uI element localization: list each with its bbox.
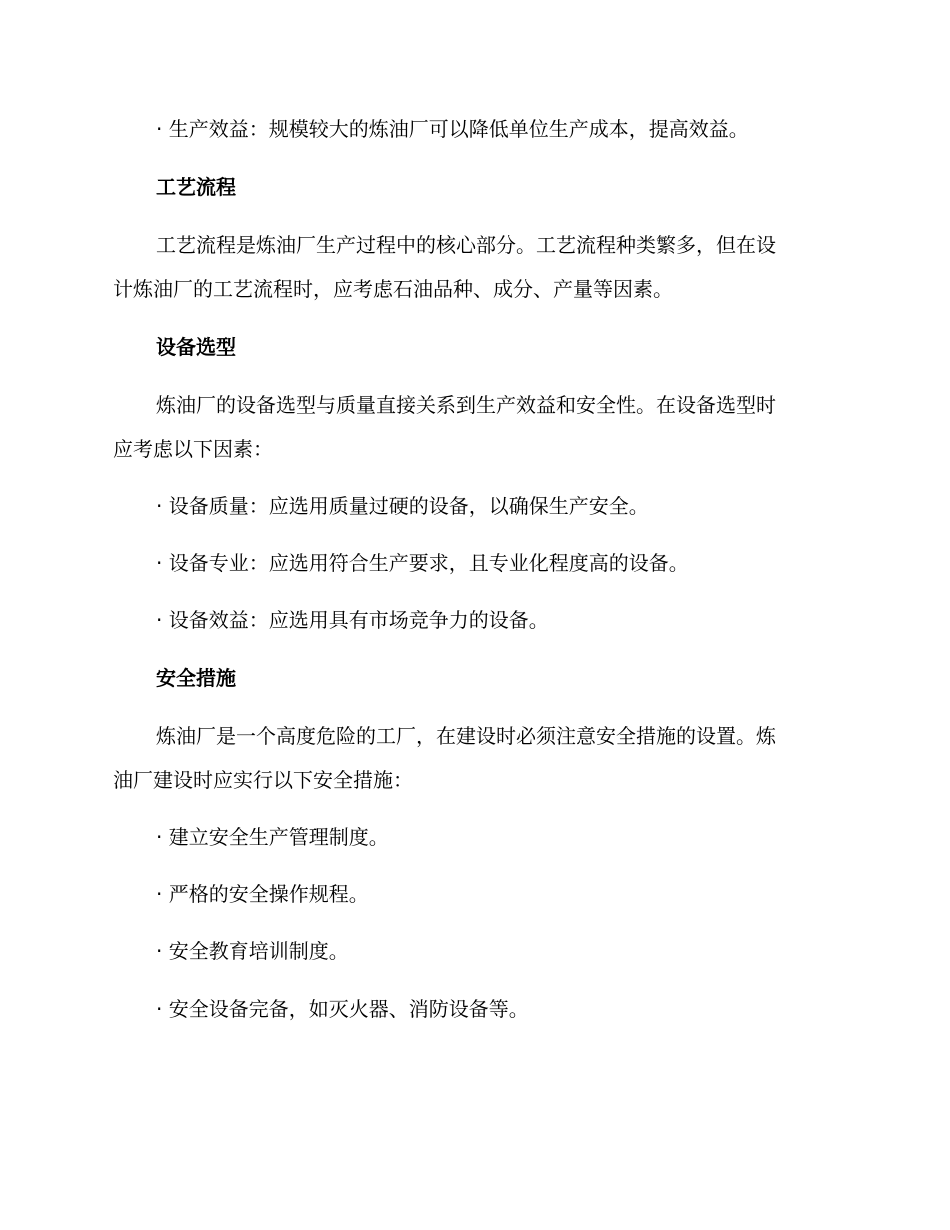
- bullet-safety-training: · 安全教育培训制度。: [156, 939, 349, 963]
- bullet-equipment-specialization: · 设备专业：应选用符合生产要求，且专业化程度高的设备。: [156, 551, 689, 575]
- bullet-production-benefit: · 生产效益：规模较大的炼油厂可以降低单位生产成本，提高效益。: [156, 117, 749, 141]
- bullet-safety-management: · 建立安全生产管理制度。: [156, 825, 389, 849]
- paragraph-safety-line-2: 油厂建设时应实行以下安全措施：: [113, 768, 413, 792]
- heading-process-flow: 工艺流程: [156, 175, 236, 199]
- paragraph-process-line-2: 计炼油厂的工艺流程时，应考虑石油品种、成分、产量等因素。: [113, 277, 673, 301]
- paragraph-safety-line-1: 炼油厂是一个高度危险的工厂，在建设时必须注意安全措施的设置。炼: [156, 724, 776, 748]
- paragraph-process-line-1: 工艺流程是炼油厂生产过程中的核心部分。工艺流程种类繁多，但在设: [156, 233, 776, 257]
- bullet-safety-equipment: · 安全设备完备，如灭火器、消防设备等。: [156, 997, 529, 1021]
- bullet-safety-operation: · 严格的安全操作规程。: [156, 882, 369, 906]
- bullet-equipment-quality: · 设备质量：应选用质量过硬的设备，以确保生产安全。: [156, 494, 649, 518]
- bullet-equipment-benefit: · 设备效益：应选用具有市场竞争力的设备。: [156, 608, 549, 632]
- paragraph-equipment-line-2: 应考虑以下因素：: [113, 437, 273, 461]
- heading-equipment-selection: 设备选型: [156, 335, 236, 359]
- heading-safety-measures: 安全措施: [156, 666, 236, 690]
- paragraph-equipment-line-1: 炼油厂的设备选型与质量直接关系到生产效益和安全性。在设备选型时: [156, 393, 776, 417]
